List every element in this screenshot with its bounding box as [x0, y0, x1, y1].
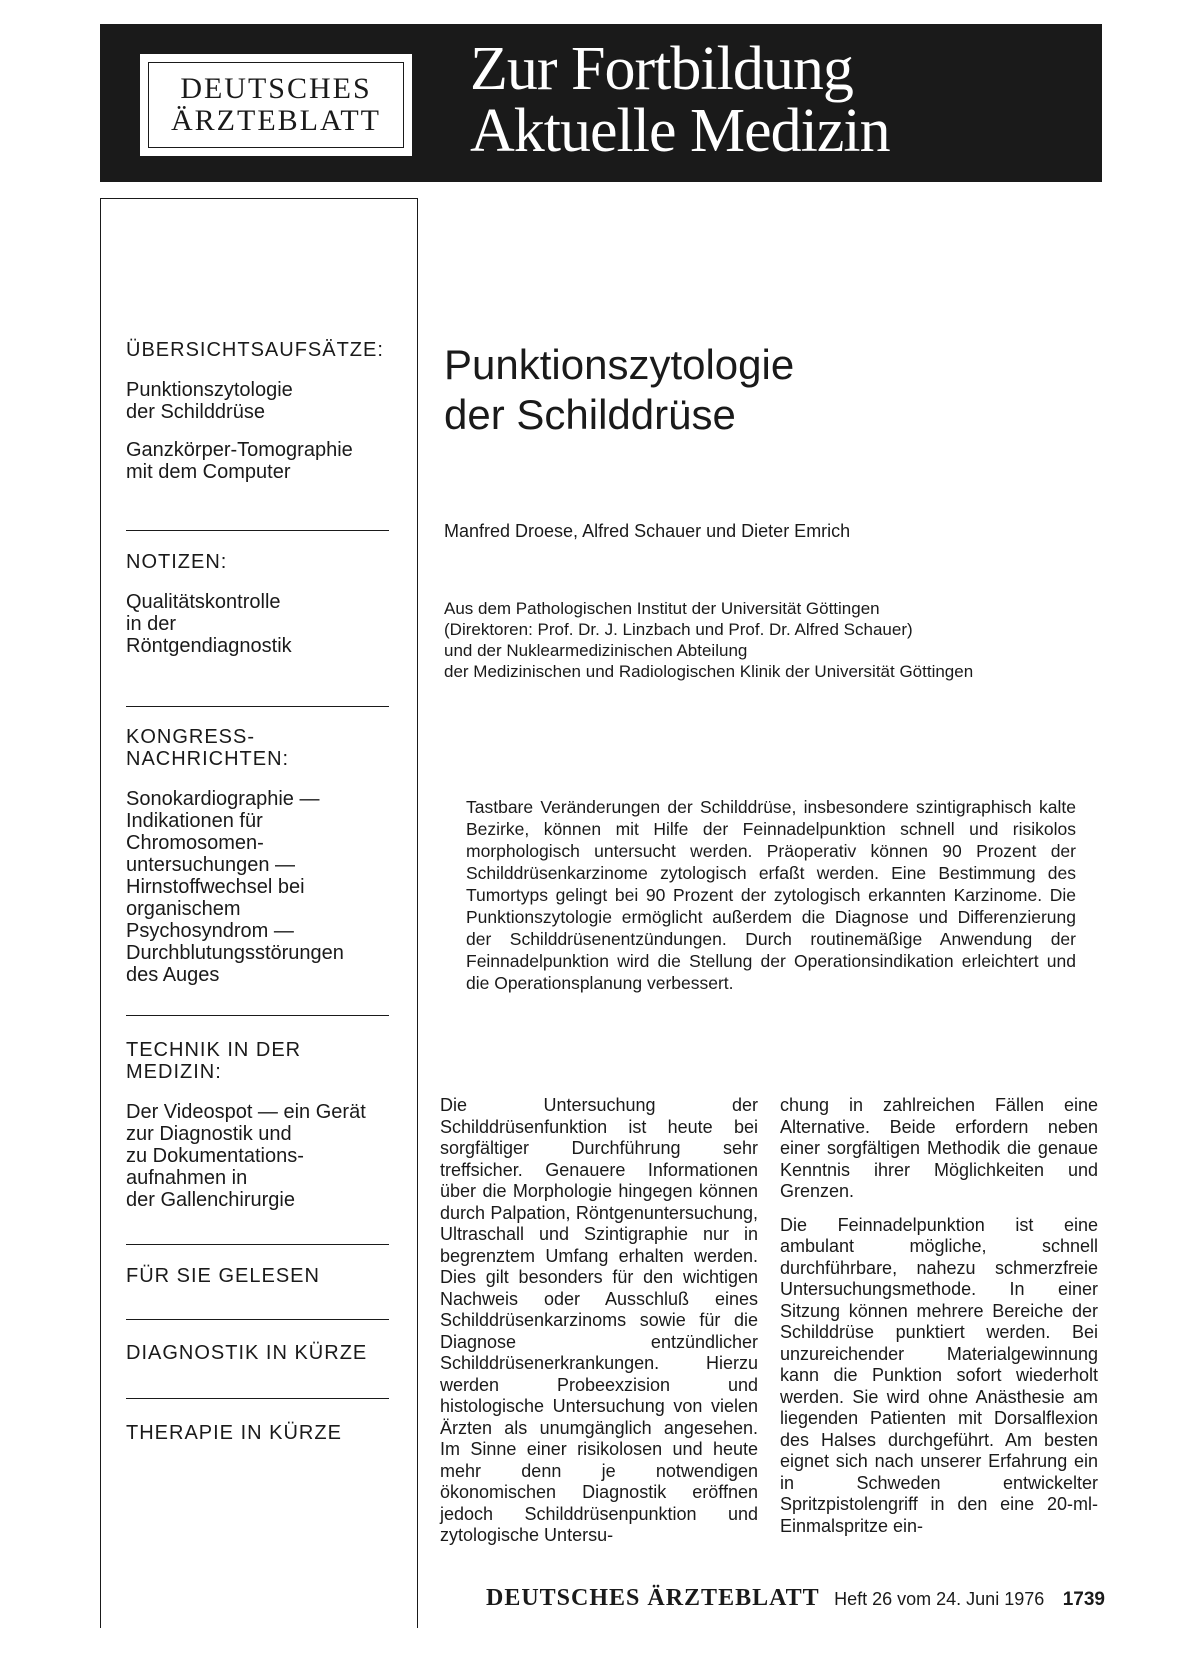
sidebar-heading-diagnostics: DIAGNOSTIK IN KÜRZE: [126, 1342, 368, 1364]
logo-line-1: DEUTSCHES: [180, 72, 372, 105]
footer-issue: Heft 26 vom 24. Juni 1976: [834, 1589, 1045, 1609]
body-column-right: [780, 1095, 1098, 1549]
sidebar-item: Ganzkörper-Tomographie mit dem Computer: [126, 439, 353, 483]
sidebar-item: Sonokardiographie — Indikationen für Chromosomen- untersuchungen — Hirnstoffwechsel bei organischem Psychosyndrom — Durchblutungsstörungen des Auges: [126, 788, 344, 986]
sidebar-section-notes: [126, 551, 401, 673]
sidebar-item: Qualitätskontrolle in der Röntgendiagnostik: [126, 591, 292, 657]
journal-logo: [140, 54, 412, 156]
article-title: [444, 340, 794, 440]
body-paragraph: Die Feinnadelpunktion ist eine ambulant mögliche, schnell durchführbare, nahezu schmerzfreie Untersuchungsmethode. In einer Sitzung können mehrere Bereiche der Schilddrüse punktiert werden. Bei unzureichender Materialgewinnung kann die Punktion sofort wiederholt werden. Sie wird ohne Anästhesie am liegenden Patienten mit Dorsalflexion des Halses durchgeführt. Am besten eignet sich nach unserer Erfahrung ein in Schweden entwickelter Spritzpistolengriff in den eine 20-ml-Einmalspritze ein-: [780, 1214, 1098, 1536]
affiliation: [444, 598, 973, 682]
abstract: Tastbare Veränderungen der Schilddrüse, insbesondere szintigraphisch kalte Bezirke, können mit Hilfe der Feinnadelpunktion schnell und risikolos morphologisch untersucht werden. Präoperativ können 90 Prozent der Schilddrüsenkarzinome zytologisch erfaßt werden. Eine Bestimmung des Tumortyps gelingt bei 90 Prozent der zytologisch erkannten Karzinome. Die Punktionszytologie ermöglicht außerdem die Diagnose und Differenzierung der Schilddrüsenentzündungen. Durch routinemäßige Anwendung der Feinnadelpunktion wird die Stellung der Operationsindikation erleichtert und die Operationsplanung verbessert.: [466, 797, 1076, 993]
sidebar-section-technology: [126, 1039, 401, 1227]
sidebar-heading: NOTIZEN:: [126, 551, 228, 573]
section-title: [470, 35, 890, 165]
body-column-left: [440, 1095, 758, 1559]
divider: [126, 1244, 389, 1245]
affiliation-line: (Direktoren: Prof. Dr. J. Linzbach und Prof. Dr. Alfred Schauer): [444, 620, 913, 639]
footer-journal-name: DEUTSCHES ÄRZTEBLATT: [486, 1585, 820, 1611]
section-title-line-2: Aktuelle Medizin: [470, 97, 890, 165]
divider: [126, 1319, 389, 1320]
sidebar-heading: ÜBERSICHTSAUFSÄTZE:: [126, 339, 384, 361]
article-title-line-1: Punktionszytologie: [444, 341, 795, 388]
divider: [126, 530, 389, 531]
logo-line-2: ÄRZTEBLATT: [171, 104, 381, 137]
affiliation-line: Aus dem Pathologischen Institut der Universität Göttingen: [444, 599, 880, 618]
divider: [126, 706, 389, 707]
section-title-line-1: Zur Fortbildung: [470, 35, 853, 103]
sidebar-section-overviews: [126, 339, 401, 499]
sidebar-item: Punktionszytologie der Schilddrüse: [126, 379, 293, 423]
body-paragraph: Die Untersuchung der Schilddrüsenfunktion ist heute bei sorgfältiger Durchführung sehr treffsicher. Genauere Informationen über die Morphologie hingegen können durch Palpation, Röntgenuntersuchung, Ultraschall und Szintigraphie nur in begrenztem Umfang erhalten werden. Dies gilt besonders für den wichtigen Nachweis oder Ausschluß eines Schilddrüsenkarzinoms sowie für die Diagnose entzündlicher Schilddrüsenerkrankungen. Hierzu werden Probeexzision und histologische Untersuchung von vielen Ärzten als unumgänglich angesehen. Im Sinne einer risikolosen und heute mehr denn je notwendigen ökonomischen Diagnostik eröffnen jedoch Schilddrüsenpunktion und zytologische Untersu-: [440, 1095, 758, 1545]
sidebar-heading-therapy: THERAPIE IN KÜRZE: [126, 1422, 342, 1444]
masthead: [100, 24, 1102, 182]
sidebar-heading: TECHNIK IN DER MEDIZIN:: [126, 1039, 302, 1083]
affiliation-line: der Medizinischen und Radiologischen Klinik der Universität Göttingen: [444, 662, 974, 681]
body-paragraph: chung in zahlreichen Fällen eine Alternative. Beide erfordern neben einer sorgfältigen Methodik die genaue Kenntnis ihrer Möglichkeiten und Grenzen.: [780, 1095, 1098, 1201]
affiliation-line: und der Nuklearmedizinischen Abteilung: [444, 641, 748, 660]
sidebar-heading-read-for-you: FÜR SIE GELESEN: [126, 1265, 320, 1287]
article-title-line-2: der Schilddrüse: [444, 391, 736, 438]
divider: [126, 1015, 389, 1016]
sidebar-heading: KONGRESS- NACHRICHTEN:: [126, 726, 290, 770]
contents-sidebar: [100, 198, 418, 1628]
page-number: 1739: [1062, 1589, 1105, 1610]
page-footer: [486, 1585, 1105, 1612]
divider: [126, 1398, 389, 1399]
sidebar-item: Der Videospot — ein Gerät zur Diagnostik und zu Dokumentations- aufnahmen in der Gallenchirurgie: [126, 1101, 366, 1211]
sidebar-section-congress: [126, 726, 401, 1002]
authors: Manfred Droese, Alfred Schauer und Dieter Emrich: [444, 521, 851, 541]
